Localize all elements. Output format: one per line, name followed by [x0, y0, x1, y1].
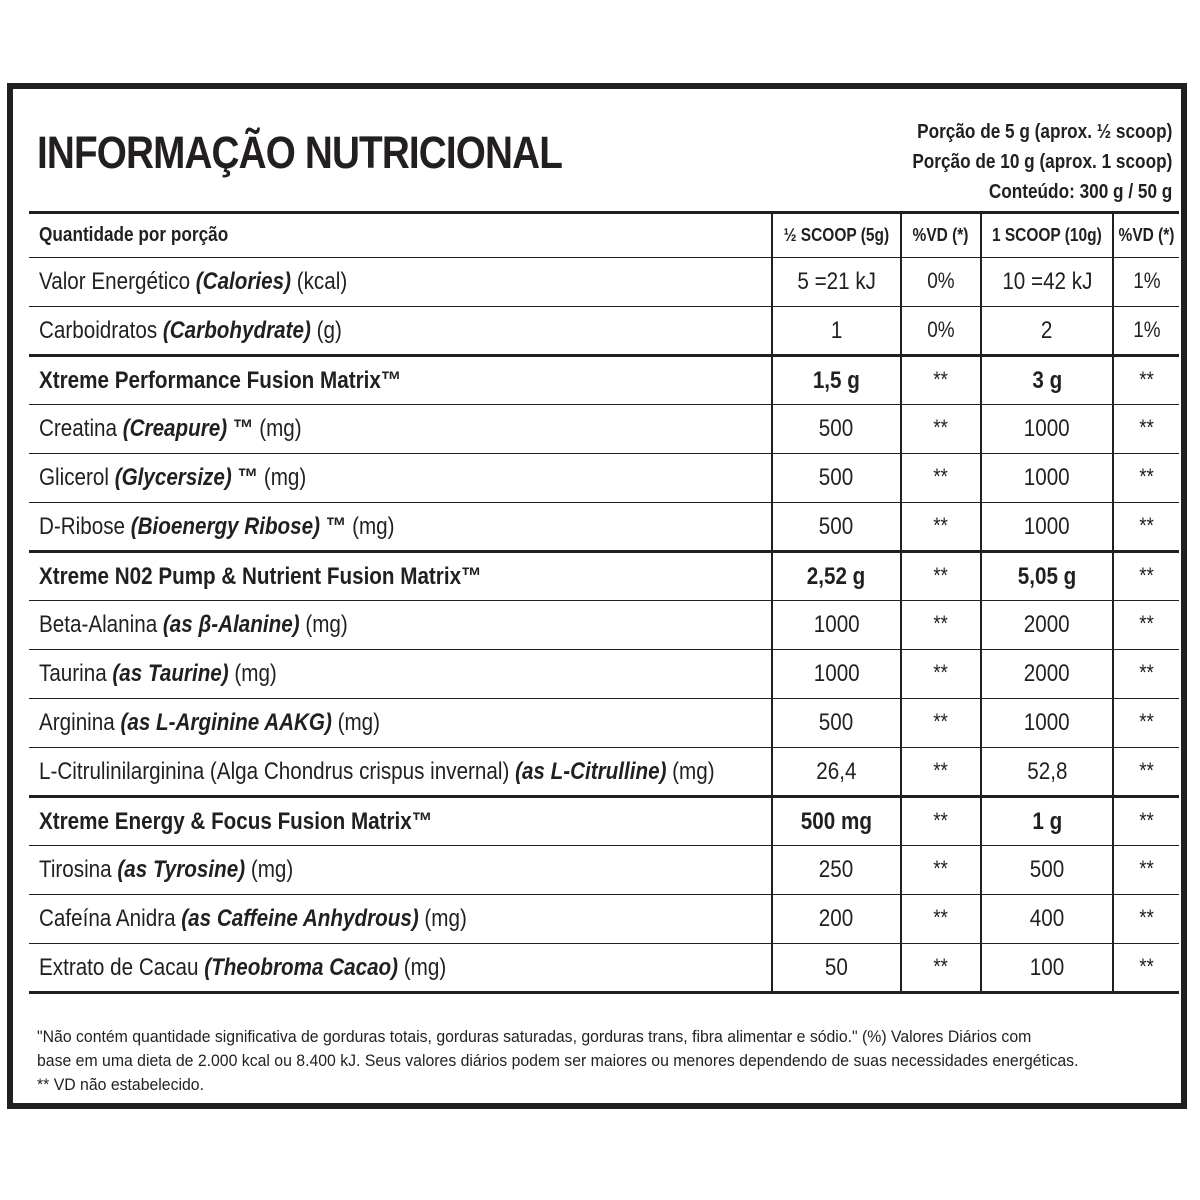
one-scoop-value: 52,8 [981, 748, 1113, 797]
one-scoop-value: 1 g [981, 797, 1113, 846]
footnote [37, 1025, 1187, 1097]
nutrient-name-pt: Xtreme N02 Pump & Nutrient Fusion Matrix™ [39, 562, 482, 590]
nutrient-name-pt: L-Citrulinilarginina (Alga Chondrus crispus invernal) [39, 757, 516, 785]
nutrition-panel [7, 83, 1187, 1109]
half-scoop-vd: ** [901, 699, 981, 748]
half-scoop-value: 26,4 [772, 748, 901, 797]
half-scoop-value: 50 [772, 944, 901, 993]
table-row [29, 601, 1179, 650]
table-row [29, 405, 1179, 454]
nutrient-name-pt: Taurina [39, 660, 113, 687]
nutrient-name-unit: (mg) [228, 660, 277, 687]
half-scoop-value: 5 =21 kJ [772, 258, 901, 307]
nutrient-name-pt: Beta-Alanina [39, 611, 163, 638]
footnote-line: ** VD não estabelecido. [37, 1075, 204, 1094]
nutrient-name-pt: D-Ribose [39, 512, 131, 540]
nutrient-name-pt: Xtreme Performance Fusion Matrix™ [39, 366, 402, 394]
nutrient-name-pt: Valor Energético [39, 268, 196, 295]
half-scoop-value: 500 mg [772, 797, 901, 846]
nutrient-name-en: (as Tyrosine) [117, 856, 246, 883]
header-one-scoop: 1 SCOOP (10g) [981, 213, 1113, 258]
one-scoop-value: 400 [981, 895, 1113, 944]
half-scoop-value: 500 [772, 503, 901, 552]
one-scoop-vd: ** [1113, 699, 1179, 748]
table-row [29, 748, 1179, 797]
nutrient-name-unit: (mg) [331, 709, 381, 736]
half-scoop-value: 1 [772, 307, 901, 356]
nutrient-name [29, 552, 772, 601]
nutrient-name-unit: (kcal) [291, 268, 348, 295]
one-scoop-value: 1000 [981, 405, 1113, 454]
half-scoop-value: 250 [772, 846, 901, 895]
nutrient-name [29, 454, 772, 503]
one-scoop-value: 2000 [981, 650, 1113, 699]
panel-title: INFORMAÇÃO NUTRICIONAL [37, 127, 562, 178]
table-row [29, 846, 1179, 895]
nutrition-table [29, 211, 1179, 994]
nutrient-name-pt: Arginina [39, 709, 121, 736]
nutrient-name-unit: (mg) [418, 905, 467, 932]
table-row [29, 552, 1179, 601]
nutrient-name-unit: (mg) [253, 415, 302, 442]
nutrient-name [29, 846, 772, 895]
nutrient-name [29, 503, 772, 552]
header-vd-one: %VD (*) [1113, 213, 1179, 258]
one-scoop-value: 100 [981, 944, 1113, 993]
portion-line-one-scoop: Porção de 10 g (aprox. 1 scoop) [912, 151, 1172, 173]
one-scoop-vd: ** [1113, 454, 1179, 503]
table-row [29, 454, 1179, 503]
half-scoop-vd: 0% [901, 258, 981, 307]
nutrient-name-en: (Theobroma Cacao) [204, 953, 399, 981]
nutrient-name-pt: Cafeína Anidra [39, 905, 182, 932]
portion-line-half-scoop: Porção de 5 g (aprox. ½ scoop) [916, 121, 1172, 143]
table-row [29, 503, 1179, 552]
one-scoop-vd: ** [1113, 650, 1179, 699]
nutrient-name-tm: ™ [319, 512, 347, 540]
half-scoop-vd: ** [901, 895, 981, 944]
nutrient-name [29, 601, 772, 650]
nutrient-name-pt: Glicerol [39, 464, 115, 491]
one-scoop-value: 5,05 g [981, 552, 1113, 601]
half-scoop-vd: ** [901, 454, 981, 503]
nutrient-name-unit: (mg) [299, 611, 348, 638]
nutrient-name [29, 650, 772, 699]
half-scoop-vd: ** [901, 601, 981, 650]
nutrient-name-pt: Creatina [39, 415, 123, 442]
one-scoop-value: 1000 [981, 454, 1113, 503]
nutrient-name [29, 405, 772, 454]
nutrient-name [29, 699, 772, 748]
half-scoop-vd: ** [901, 748, 981, 797]
nutrient-name-en: (Bioenergy Ribose) [130, 512, 320, 540]
table-row [29, 895, 1179, 944]
table-header-row [29, 213, 1179, 258]
one-scoop-value: 1000 [981, 699, 1113, 748]
half-scoop-vd: ** [901, 356, 981, 405]
half-scoop-value: 1,5 g [772, 356, 901, 405]
one-scoop-value: 2000 [981, 601, 1113, 650]
half-scoop-vd: ** [901, 552, 981, 601]
nutrient-name-tm: ™ [231, 464, 259, 491]
one-scoop-vd: ** [1113, 405, 1179, 454]
one-scoop-vd: ** [1113, 356, 1179, 405]
nutrient-name [29, 258, 772, 307]
nutrient-name-en: (Carbohydrate) [162, 316, 311, 344]
half-scoop-vd: ** [901, 503, 981, 552]
table-row [29, 650, 1179, 699]
table-row [29, 258, 1179, 307]
nutrient-name-en: (Calories) [195, 268, 292, 295]
one-scoop-vd: ** [1113, 846, 1179, 895]
nutrient-name-pt: Carboidratos [39, 316, 163, 344]
nutrient-name [29, 944, 772, 993]
one-scoop-vd: ** [1113, 503, 1179, 552]
nutrient-name-unit: (mg) [258, 464, 307, 491]
nutrient-name-unit: (mg) [346, 512, 395, 540]
nutrient-name-en: (as Caffeine Anhydrous) [181, 905, 419, 932]
half-scoop-vd: ** [901, 944, 981, 993]
half-scoop-vd: ** [901, 846, 981, 895]
portion-info [870, 117, 1172, 207]
footnote-line: "Não contém quantidade significativa de gorduras totais, gorduras saturadas, gorduras trans, fibra alimentar e sódio." (%) Valores Diários com [37, 1027, 1032, 1046]
nutrient-name-pt: Tirosina [39, 856, 118, 883]
nutrient-name [29, 895, 772, 944]
half-scoop-vd: ** [901, 797, 981, 846]
table-row [29, 356, 1179, 405]
header-vd-half: %VD (*) [901, 213, 981, 258]
nutrient-name-en: (as β-Alanine) [162, 611, 300, 638]
half-scoop-vd: ** [901, 405, 981, 454]
one-scoop-vd: ** [1113, 895, 1179, 944]
nutrient-name-en: (Creapure) [122, 415, 228, 442]
one-scoop-value: 10 =42 kJ [981, 258, 1113, 307]
half-scoop-value: 200 [772, 895, 901, 944]
nutrient-name-pt: Xtreme Energy & Focus Fusion Matrix™ [39, 807, 433, 835]
nutrient-name-unit: (g) [310, 316, 342, 344]
one-scoop-value: 500 [981, 846, 1113, 895]
half-scoop-value: 1000 [772, 650, 901, 699]
nutrient-name-en: (as L-Arginine AAKG) [120, 709, 332, 736]
table-row [29, 797, 1179, 846]
nutrient-name-unit: (mg) [245, 856, 294, 883]
one-scoop-vd: 1% [1113, 307, 1179, 356]
one-scoop-vd: ** [1113, 748, 1179, 797]
content-line: Conteúdo: 300 g / 50 g [988, 181, 1172, 203]
table-row [29, 307, 1179, 356]
half-scoop-value: 1000 [772, 601, 901, 650]
nutrient-name-unit: (mg) [398, 953, 447, 981]
header-quantity: Quantidade por porção [29, 213, 772, 258]
header-half-scoop: ½ SCOOP (5g) [772, 213, 901, 258]
one-scoop-vd: ** [1113, 552, 1179, 601]
one-scoop-value: 1000 [981, 503, 1113, 552]
nutrient-name-en: (as L-Citrulline) [515, 757, 667, 785]
nutrient-name-unit: (mg) [666, 757, 715, 785]
one-scoop-vd: ** [1113, 944, 1179, 993]
nutrient-name-tm: ™ [227, 415, 254, 442]
nutrient-name [29, 307, 772, 356]
one-scoop-value: 3 g [981, 356, 1113, 405]
nutrient-name-en: (Glycersize) [114, 464, 232, 491]
one-scoop-vd: 1% [1113, 258, 1179, 307]
footnote-line: base em uma dieta de 2.000 kcal ou 8.400 kJ. Seus valores diários podem ser maiores ou menores dependendo de suas necessidades energéticas. [37, 1051, 1079, 1070]
nutrient-name [29, 797, 772, 846]
one-scoop-vd: ** [1113, 601, 1179, 650]
nutrient-name-en: (as Taurine) [112, 660, 229, 687]
half-scoop-vd: ** [901, 650, 981, 699]
half-scoop-value: 500 [772, 454, 901, 503]
nutrient-name [29, 748, 772, 797]
half-scoop-value: 500 [772, 405, 901, 454]
half-scoop-vd: 0% [901, 307, 981, 356]
table-row [29, 944, 1179, 993]
half-scoop-value: 500 [772, 699, 901, 748]
half-scoop-value: 2,52 g [772, 552, 901, 601]
nutrient-name-pt: Extrato de Cacau [39, 953, 205, 981]
nutrient-name [29, 356, 772, 405]
one-scoop-value: 2 [981, 307, 1113, 356]
one-scoop-vd: ** [1113, 797, 1179, 846]
table-row [29, 699, 1179, 748]
